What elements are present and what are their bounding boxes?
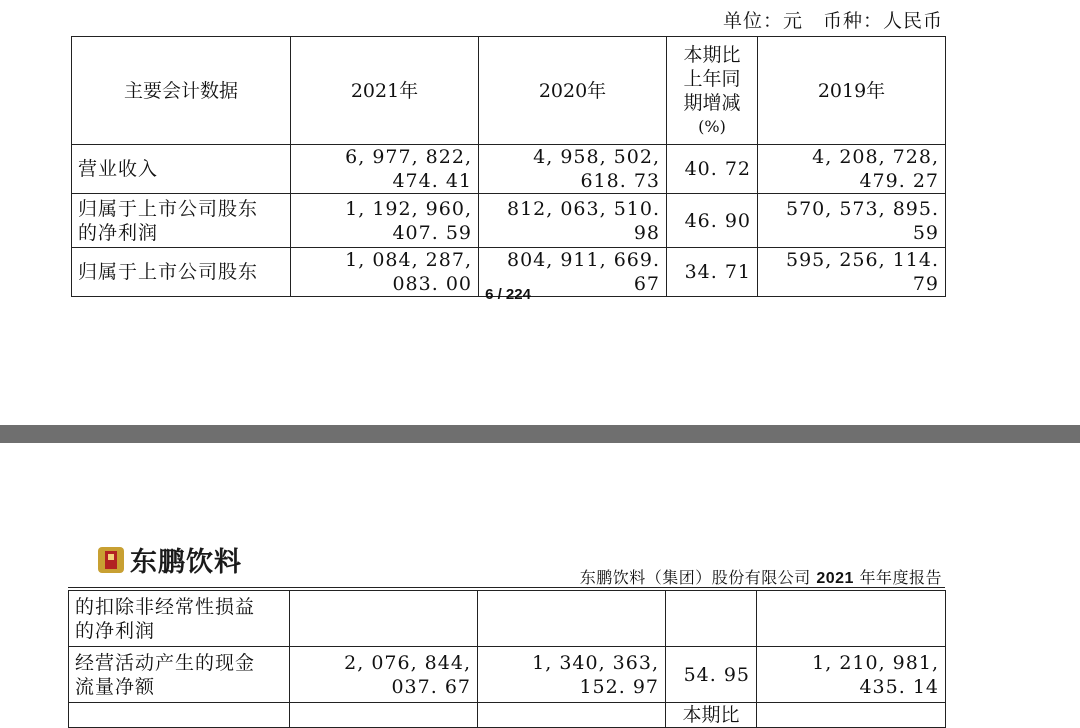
cell-2020: 812, 063, 510. 98 (479, 194, 667, 248)
row-label (69, 703, 290, 728)
cell-2019 (757, 591, 946, 647)
partial-header-change: 本期比 (666, 703, 757, 728)
cell-2021 (290, 703, 478, 728)
row-label-line1: 经营活动产生的现金 (75, 651, 256, 674)
row-label-line2: 流量净额 (75, 675, 156, 698)
table-row-partial (69, 703, 946, 728)
row-label-line2: 的净利润 (78, 221, 159, 244)
table-row (72, 194, 946, 248)
report-title-year: 2021 (816, 570, 854, 587)
row-label (69, 647, 290, 703)
header-change-line2: 上年同 (683, 67, 741, 90)
page-separator (0, 425, 1080, 443)
cell-change: 54. 95 (666, 647, 757, 703)
key-accounting-data-table-continued (68, 590, 946, 728)
header-change-pct (667, 37, 758, 145)
report-title-suffix: 年年度报告 (853, 568, 942, 587)
row-label: 营业收入 (72, 145, 291, 194)
cell-2020 (478, 703, 666, 728)
cell-2019 (757, 703, 946, 728)
unit-currency-note: 单位：元 币种：人民币 (722, 10, 943, 32)
header-change-line1: 本期比 (683, 43, 741, 66)
logo-text: 东鹏饮料 (130, 547, 242, 578)
cell-2021: 1, 192, 960, 407. 59 (291, 194, 479, 248)
row-label: 归属于上市公司股东 (72, 248, 291, 297)
report-header-title (580, 565, 942, 588)
header-change-line4: (%) (698, 116, 726, 136)
row-label-line2: 的净利润 (75, 619, 156, 642)
cell-2021: 1, 084, 287, 083. 00 (291, 248, 479, 297)
cell-2020: 1, 340, 363, 152. 97 (478, 647, 666, 703)
cell-2020: 4, 958, 502, 618. 73 (479, 145, 667, 194)
page-number: 6 / 224 (485, 286, 531, 303)
cell-2019: 1, 210, 981, 435. 14 (757, 647, 946, 703)
header-2019: 2019年 (758, 37, 946, 145)
cell-2019: 570, 573, 895. 59 (758, 194, 946, 248)
row-label (72, 194, 291, 248)
cell-change (666, 591, 757, 647)
cell-2021: 2, 076, 844, 037. 67 (290, 647, 478, 703)
row-label-line1: 归属于上市公司股东 (78, 197, 259, 220)
cell-change: 34. 71 (667, 248, 758, 297)
row-label-line1: 的扣除非经常性损益 (75, 595, 256, 618)
cell-2019: 595, 256, 114. 79 (758, 248, 946, 297)
cell-2020: 804, 911, 669. 67 (479, 248, 667, 297)
company-logo-icon (96, 545, 126, 575)
row-label (69, 591, 290, 647)
cell-change: 46. 90 (667, 194, 758, 248)
cell-change: 40. 72 (667, 145, 758, 194)
cell-2019: 4, 208, 728, 479. 27 (758, 145, 946, 194)
cell-2021 (290, 591, 478, 647)
table-row (72, 145, 946, 194)
cell-2020 (478, 591, 666, 647)
table-row (69, 591, 946, 647)
header-2020: 2020年 (479, 37, 667, 145)
company-logo (96, 540, 242, 579)
table-row (69, 647, 946, 703)
header-rule (68, 587, 945, 588)
report-title-company: 东鹏饮料（集团）股份有限公司 (579, 568, 817, 587)
cell-2021: 6, 977, 822, 474. 41 (291, 145, 479, 194)
header-main-data: 主要会计数据 (72, 37, 291, 145)
header-2021: 2021年 (291, 37, 479, 145)
key-accounting-data-table (71, 36, 946, 297)
table-header-row (72, 37, 946, 145)
header-change-line3: 期增减 (683, 91, 741, 114)
